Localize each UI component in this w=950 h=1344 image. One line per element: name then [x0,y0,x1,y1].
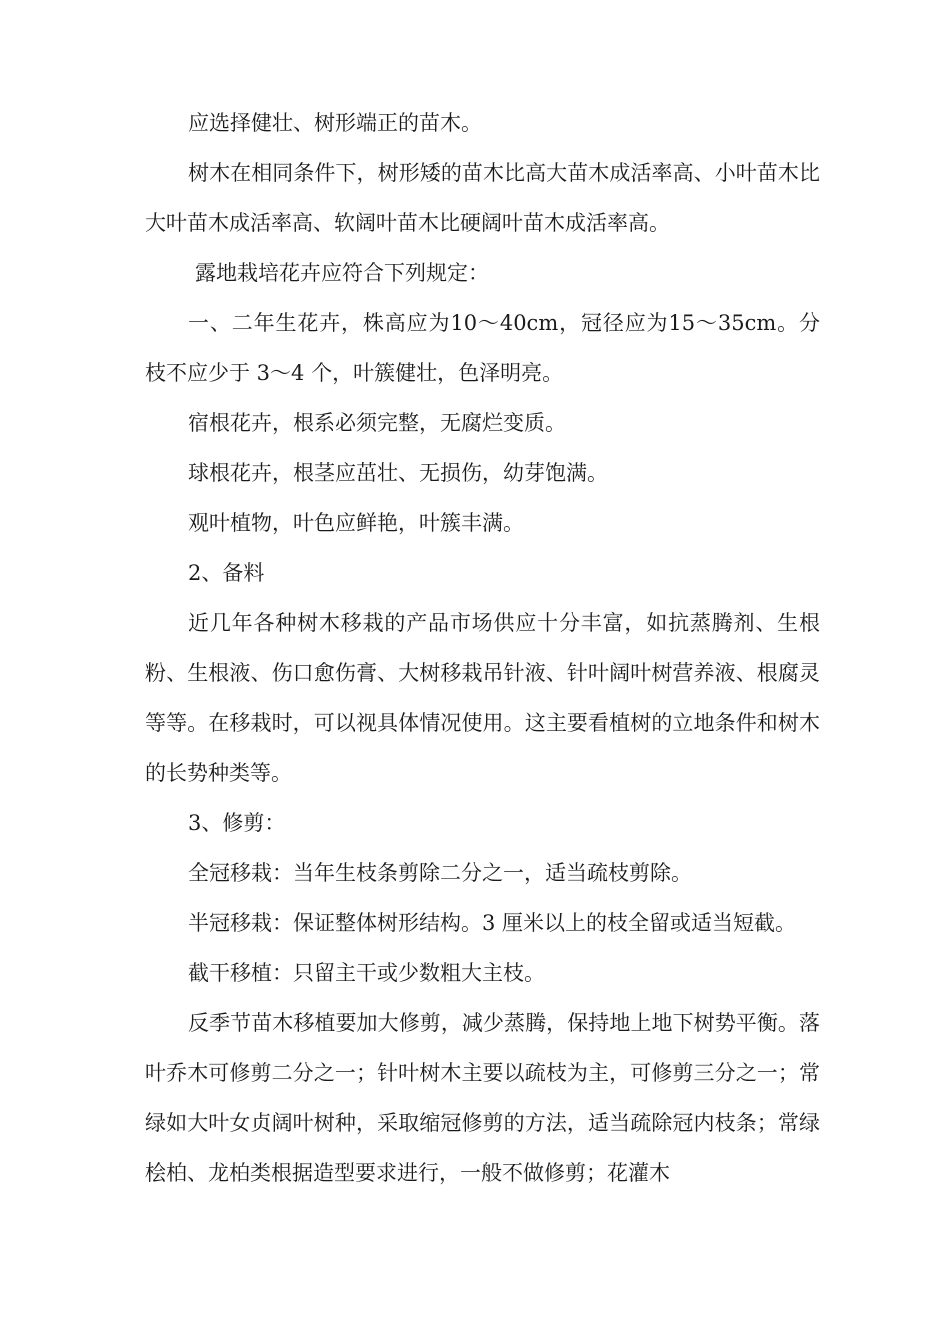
paragraph-annual-flowers: 一、二年生花卉，株高应为10～40cm，冠径应为15～35cm。分枝不应少于 3～4 个，叶簇健壮，色泽明亮。 [145,311,820,385]
paragraph-seedling-selection: 应选择健壮、树形端正的苗木。 [188,111,482,135]
paragraph-half-crown: 半冠移栽：保证整体树形结构。3 厘米以上的枝全留或适当短截。 [188,911,797,935]
paragraph-off-season-pruning: 反季节苗木移植要加大修剪，减少蒸腾，保持地上地下树势平衡。落叶乔木可修剪二分之一；针叶树木主要以疏枝为主，可修剪三分之一；常绿如大叶女贞阔叶树种，采取缩冠修剪的方法，适当疏除冠内枝条；常绿桧柏、龙柏类根据造型要求进行，一般不做修剪；花灌木 [145,1011,820,1185]
paragraph-materials: 近几年各种树木移栽的产品市场供应十分丰富，如抗蒸腾剂、生根粉、生根液、伤口愈伤膏、大树移栽吊针液、针叶阔叶树营养液、根腐灵等等。在移栽时，可以视具体情况使用。这主要看植树的立地条件和树木的长势种类等。 [145,611,820,785]
paragraph-bulb-flowers: 球根花卉，根茎应茁壮、无损伤，幼芽饱满。 [188,461,608,485]
section-heading-pruning: 3、修剪： [188,811,286,835]
paragraph-flower-rules-heading: 露地栽培花卉应符合下列规定： [195,261,489,285]
paragraph-trunk-cut: 截干移植：只留主干或少数粗大主枝。 [188,961,545,985]
paragraph-survival-rate: 树木在相同条件下，树形矮的苗木比高大苗木成活率高、小叶苗木比大叶苗木成活率高、软阔叶苗木比硬阔叶苗木成活率高。 [145,161,820,235]
paragraph-perennial-flowers: 宿根花卉，根系必须完整，无腐烂变质。 [188,411,566,435]
paragraph-foliage-plants: 观叶植物，叶色应鲜艳，叶簇丰满。 [188,511,524,535]
section-heading-materials: 2、备料 [188,561,265,585]
paragraph-full-crown: 全冠移栽：当年生枝条剪除二分之一，适当疏枝剪除。 [188,861,692,885]
document-body [145,98,820,1198]
